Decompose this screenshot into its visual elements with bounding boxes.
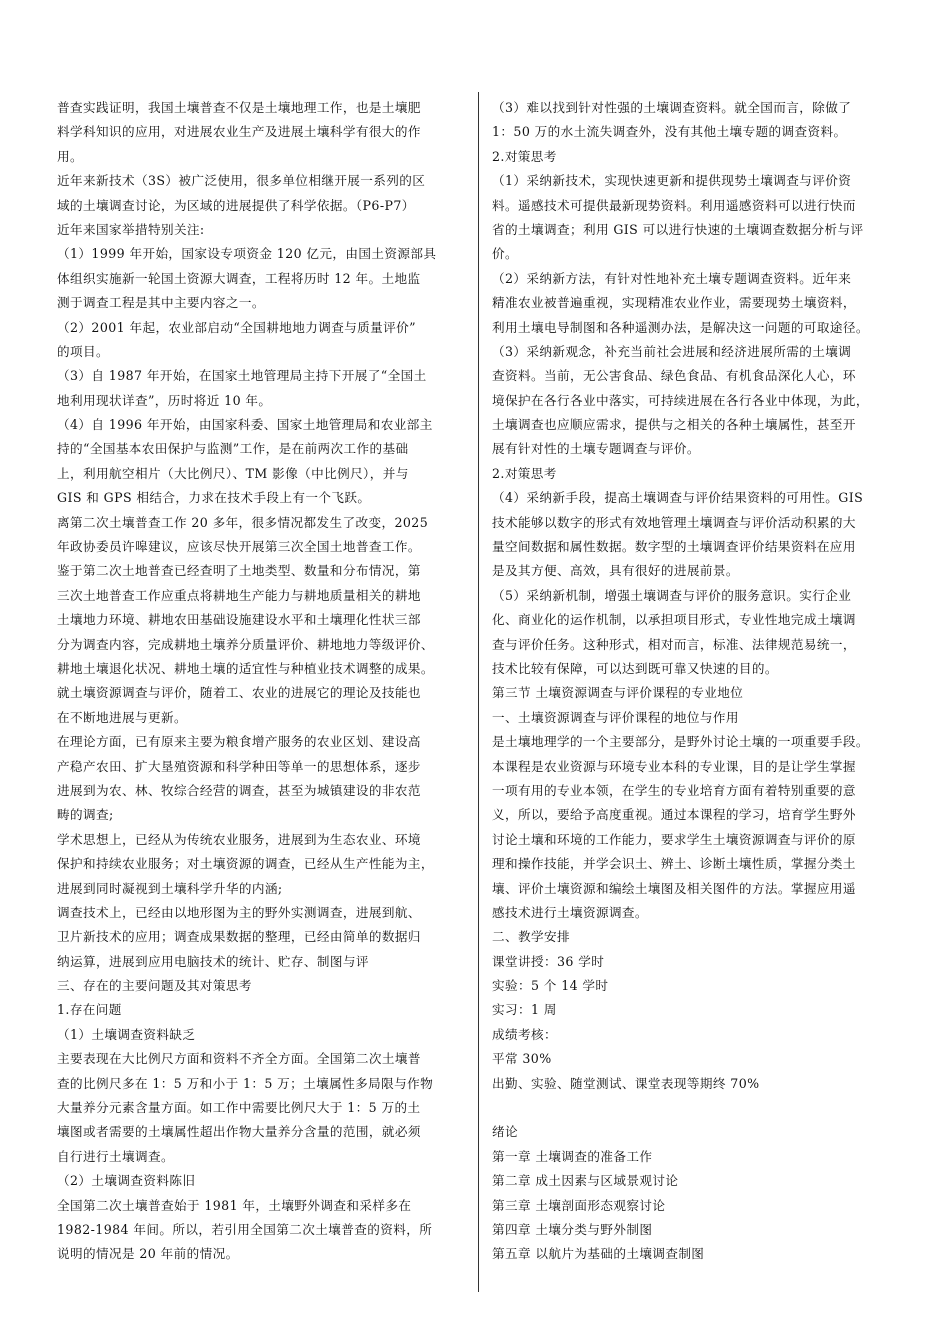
- text-line: （1）1999 年开始，国家设专项资金 120 亿元，由国土资源部具: [57, 246, 437, 262]
- text-line: 大量养分元素含量方面。如工作中需要比例尺大于 1：5 万的土: [57, 1100, 421, 1116]
- text-line: [492, 1096, 902, 1120]
- text-line: 域的土壤调查讨论，为区域的进展提供了科学依据。（P6-P7）: [57, 197, 415, 213]
- text-line: 三、存在的主要问题及其对策思考: [57, 978, 252, 994]
- text-line: （4）自 1996 年开始，由国家科委、国家土地管理局和农业部主: [57, 417, 433, 433]
- text-line: 鉴于第二次土地普查已经查明了土地类型、数量和分布情况，第: [57, 563, 421, 579]
- text-line: （2）采纳新方法，有针对性地补充土壤专题调查资料。近年来: [492, 270, 852, 286]
- text-line: 学术思想上，已经从为传统农业服务，进展到为生态农业、环境: [57, 831, 421, 847]
- left-text-column: [57, 96, 465, 1267]
- text-line: 第三章 土壤剖面形态观察讨论: [492, 1197, 666, 1213]
- text-line: 实验：5 个 14 学时: [492, 978, 609, 994]
- text-line: 第一章 土壤调查的准备工作: [492, 1148, 653, 1164]
- text-line: 的项目。: [57, 343, 109, 359]
- text-line: GIS 和 GPS 相结合，力求在技术手段上有一个飞跃。: [57, 490, 371, 506]
- text-line: 1.存在问题: [57, 1002, 122, 1018]
- text-line: 纳运算，进展到应用电脑技术的统计、贮存、制图与评: [57, 953, 369, 969]
- text-line: 感技术进行土壤资源调查。: [492, 904, 648, 920]
- text-line: 理和操作技能，并学会识土、辨土、诊断土壤性质，掌握分类土: [492, 856, 856, 872]
- text-line: （3）采纳新观念，补充当前社会进展和经济进展所需的土壤调: [492, 343, 852, 359]
- text-line: 测于调查工程是其中主要内容之一。: [57, 295, 265, 311]
- text-line: 义，所以，要给予高度重视。通过本课程的学习，培育学生野外: [492, 807, 856, 823]
- text-line: 展有针对性的土壤专题调查与评价。: [492, 441, 700, 457]
- text-line: 畴的调查;: [57, 807, 114, 823]
- right-text-column: [492, 96, 902, 1267]
- text-line: 1：50 万的水土流失调查外，没有其他土壤专题的调查资料。: [492, 124, 847, 140]
- text-line: 平常 30%: [492, 1051, 552, 1067]
- text-line: 本课程是农业资源与环境专业本科的专业课，目的是让学生掌握: [492, 758, 856, 774]
- text-line: 说明的情况是 20 年前的情况。: [57, 1246, 239, 1262]
- text-line: 卫片新技术的应用；调查成果数据的整理，已经由简单的数据归: [57, 929, 421, 945]
- text-line: 就土壤资源调查与评价，随着工、农业的进展它的理论及技能也: [57, 685, 421, 701]
- text-line: 查资料。当前，无公害食品、绿色食品、有机食品深化人心，环: [492, 368, 856, 384]
- text-line: 自行进行土壤调查。: [57, 1148, 174, 1164]
- text-line: 普查实践证明，我国土壤普查不仅是土壤地理工作，也是土壤肥: [57, 100, 421, 115]
- text-line: （3）自 1987 年开始，在国家土地管理局主持下开展了“全国土: [57, 368, 427, 384]
- text-line: 料学科知识的应用，对进展农业生产及进展土壤科学有很大的作: [57, 124, 421, 140]
- text-line: 省的土壤调查；利用 GIS 可以进行快速的土壤调查数据分析与评: [492, 221, 864, 237]
- text-line: 查的比例尺多在 1：5 万和小于 1：5 万；土壤属性多局限与作物: [57, 1075, 434, 1091]
- text-line: 实习：1 周: [492, 1002, 557, 1018]
- column-divider: [478, 92, 479, 1292]
- text-line: 量空间数据和属性数据。数字型的土壤调查评价结果资料在应用: [492, 539, 856, 555]
- text-line: 一项有用的专业本领，在学生的专业培育方面有着特别重要的意: [492, 782, 856, 798]
- text-line: 绪论: [492, 1124, 518, 1140]
- text-line: 近年来国家举措特别关注:: [57, 221, 205, 237]
- text-line: 三次土地普查工作应重点将耕地生产能力与耕地质量相关的耕地: [57, 587, 421, 603]
- text-line: 主要表现在大比例尺方面和资料不齐全方面。全国第二次土壤普: [57, 1051, 421, 1067]
- text-line: 一、土壤资源调查与评价课程的地位与作用: [492, 709, 739, 725]
- text-line: 用。: [57, 148, 83, 164]
- text-line: 保护和持续农业服务；对土壤资源的调查，已经从生产性能为主，: [57, 856, 434, 872]
- text-line: 讨论土壤和环境的工作能力，要求学生土壤资源调查与评价的原: [492, 831, 856, 847]
- text-line: 化、商业化的运作机制，以承担项目形式，专业性地完成土壤调: [492, 612, 856, 628]
- text-line: 技术能够以数字的形式有效地管理土壤调查与评价活动积累的大: [492, 514, 856, 530]
- text-line: 持的“全国基本农田保护与监测”工作，是在前两次工作的基础: [57, 441, 409, 457]
- text-line: 价。: [492, 246, 518, 262]
- text-line: 第三节 土壤资源调查与评价课程的专业地位: [492, 685, 744, 701]
- text-line: 成绩考核：: [492, 1026, 557, 1042]
- text-line: 出勤、实验、随堂测试、课堂表现等期终 70%: [492, 1075, 760, 1091]
- text-line: 近年来新技术（3S）被广泛使用，很多单位相继开展一系列的区: [57, 173, 426, 189]
- text-line: （1）采纳新技术，实现快速更新和提供现势土壤调查与评价资: [492, 173, 852, 189]
- text-line: 上，利用航空相片（大比例尺）、TM 影像（中比例尺），并与: [57, 465, 409, 481]
- text-line: 土壤调查也应顺应需求，提供与之相关的各种土壤属性，甚至开: [492, 417, 856, 433]
- text-line: 技术比较有保障，可以达到既可靠又快速的目的。: [492, 660, 778, 676]
- text-line: （2）土壤调查资料陈旧: [57, 1173, 196, 1189]
- text-line: 土壤地力环境、耕地农田基础设施建设水平和土壤理化性状三部: [57, 612, 421, 628]
- text-line: （2）2001 年起，农业部启动“全国耕地地力调查与质量评价”: [57, 319, 416, 335]
- text-line: 壤、评价土壤资源和编绘土壤图及相关图件的方法。掌握应用遥: [492, 880, 856, 896]
- text-line: 壤图或者需要的土壤属性超出作物大量养分含量的范围，就必须: [57, 1124, 421, 1140]
- text-line: 调查技术上，已经由以地形图为主的野外实测调查，进展到航、: [57, 904, 421, 920]
- text-line: 第二章 成土因素与区域景观讨论: [492, 1173, 679, 1189]
- text-line: 体组织实施新一轮国土资源大调查，工程将历时 12 年。土地监: [57, 270, 421, 286]
- text-line: 利用土壤电导制图和各种遥测办法，是解决这一问题的可取途径。: [492, 319, 869, 335]
- text-line: 耕地土壤退化状况、耕地土壤的适宜性与种植业技术调整的成果。: [57, 660, 434, 676]
- text-line: 查与评价任务。这种形式，相对而言，标准、法律规范易统一，: [492, 636, 856, 652]
- text-line: 进展到为农、林、牧综合经营的调查，甚至为城镇建设的非农范: [57, 782, 421, 798]
- text-line: 离第二次土壤普查工作 20 多年，很多情况都发生了改变，2025: [57, 514, 429, 530]
- text-line: 2.对策思考: [492, 148, 557, 164]
- text-line: 全国第二次土壤普查始于 1981 年，土壤野外调查和采样多在: [57, 1197, 412, 1213]
- text-line: 境保护在各行各业中落实，可持续进展在各行各业中体现，为此，: [492, 392, 869, 408]
- text-line: （3）难以找到针对性强的土壤调查资料。就全国而言，除做了: [492, 100, 852, 115]
- text-line: 精准农业被普遍重视，实现精准农业作业，需要现势土壤资料，: [492, 295, 856, 311]
- text-line: （4）采纳新手段，提高土壤调查与评价结果资料的可用性。GIS: [492, 490, 864, 506]
- text-line: 1982-1984 年间。所以，若引用全国第二次土壤普查的资料，所: [57, 1221, 433, 1237]
- text-line: 年政协委员许嗥建议，应该尽快开展第三次全国土地普查工作。: [57, 539, 421, 555]
- text-line: 二、教学安排: [492, 929, 570, 945]
- text-line: 2.对策思考: [492, 465, 557, 481]
- text-line: 产稳产农田、扩大垦殖资源和科学种田等单一的思想体系，逐步: [57, 758, 421, 774]
- text-line: 在不断地进展与更新。: [57, 709, 187, 725]
- text-line: （1）土壤调查资料缺乏: [57, 1026, 196, 1042]
- text-line: 进展到同时凝视到土壤科学升华的内涵;: [57, 880, 283, 896]
- text-line: 料。遥感技术可提供最新现势资料。利用遥感资料可以进行快而: [492, 197, 856, 213]
- text-line: 课堂讲授：36 学时: [492, 953, 605, 969]
- text-line: 是及其方便、高效，具有很好的进展前景。: [492, 563, 739, 579]
- text-line: 第四章 土壤分类与野外制图: [492, 1221, 653, 1237]
- text-line: 在理论方面，已有原来主要为粮食增产服务的农业区划、建设高: [57, 734, 421, 750]
- text-line: 是土壤地理学的一个主要部分，是野外讨论土壤的一项重要手段。: [492, 734, 869, 750]
- text-line: 分为调查内容，完成耕地土壤养分质量评价、耕地地力等级评价、: [57, 636, 434, 652]
- text-line: 第五章 以航片为基础的土壤调查制图: [492, 1246, 705, 1262]
- text-line: （5）采纳新机制，增强土壤调查与评价的服务意识。实行企业: [492, 587, 852, 603]
- text-line: 地利用现状详查”，历时将近 10 年。: [57, 392, 272, 408]
